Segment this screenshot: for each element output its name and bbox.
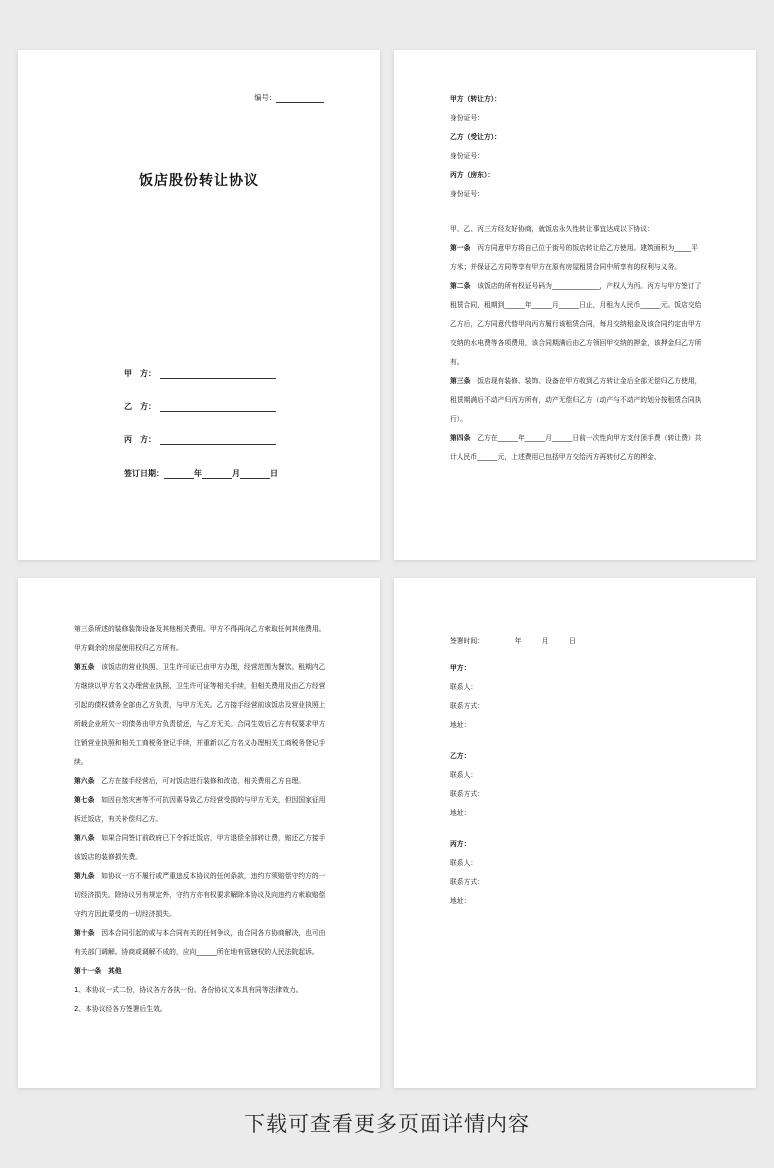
paragraph-text: 身份证号： (450, 190, 484, 198)
paragraph (450, 220, 702, 239)
paragraph (450, 277, 702, 372)
paragraph-text: 因本合同引起的或与本合同有关的任何争议，由合同各方协商解决，也可由有关部门调解。协商或调解不成的，应向______所在地有管辖权的人民法院起诉。 (74, 929, 326, 956)
paragraph (450, 239, 702, 277)
paragraph-text: 丙方（房东）： (450, 171, 495, 179)
article-heading: 第八条 (74, 834, 95, 842)
day-label: 日 (270, 469, 278, 478)
party-c-blank (160, 436, 276, 445)
contact-person-label: 联系人： (450, 771, 478, 779)
paragraph-text: 2、本协议经各方签署后生效。 (74, 1005, 167, 1013)
address-label: 地址： (450, 721, 471, 729)
paragraph-text: 乙方（受让方）： (450, 133, 501, 141)
address-label: 地址： (450, 809, 471, 817)
article-heading: 第六条 (74, 777, 95, 785)
contact-method-label: 联系方式： (450, 790, 484, 798)
page-2-body (450, 90, 702, 467)
paragraph-text: 如协议一方不履行或严重违反本协议的任何条款，违约方须赔偿守约方的一切经济损失。除协议另有规定外，守约方亦有权要求解除本协议及向违约方索取赔偿守约方因此蒙受的一切经济损失。 (74, 872, 326, 918)
paragraph-text: 如因自然灾害等不可抗因素导致乙方经营受损的与甲方无关，但因国家征用拆迁饭店，有关补偿归乙方。 (74, 796, 326, 823)
contact-person-label: 联系人： (450, 683, 478, 691)
party-c-field (124, 434, 276, 445)
article-heading: 第九条 (74, 872, 95, 880)
serial-number-blank (276, 94, 324, 103)
day-blank (240, 470, 270, 479)
article-heading: 第一条 (450, 244, 471, 252)
sign-date-field (124, 468, 278, 479)
paragraph (74, 981, 326, 1000)
article-heading: 第二条 (450, 282, 471, 290)
document-page-1 (18, 50, 380, 560)
contact-person-label: 联系人： (450, 859, 478, 867)
paragraph-text: 身份证号： (450, 114, 484, 122)
paragraph (450, 90, 702, 109)
contact-method-label: 联系方式： (450, 878, 484, 886)
paragraph (450, 128, 702, 147)
party-a-field (124, 368, 276, 379)
month-label: 月 (232, 469, 240, 478)
paragraph-text: 甲方（转让方）： (450, 95, 501, 103)
page-4-body (450, 632, 702, 923)
paragraph-text: 如果合同签订前政府已下令拆迁饭店，甲方退偿全部转让费，赔还乙方接手该饭店的装修损失费。 (74, 834, 326, 861)
page-3-body (74, 620, 326, 1019)
article-heading: 第四条 (450, 434, 471, 442)
paragraph-text: 甲、乙、丙三方经友好协商，就饭店永久性转让事宜达成以下协议： (450, 225, 654, 233)
party-b-field (124, 401, 276, 412)
party-signature-block (450, 747, 702, 823)
document-title: 饭店股份转让协议 (139, 173, 259, 189)
paragraph-text: 第三条所述的装修装饰设备及其他相关费用。甲方不得再向乙方索取任何其他费用。甲方剩余的房屋使用权归乙方所有。 (74, 625, 326, 652)
paragraph (74, 829, 326, 867)
paragraph (450, 372, 702, 429)
party-a-label: 甲 方： (124, 369, 156, 378)
paragraph (74, 791, 326, 829)
paragraph (74, 962, 326, 981)
paragraph (74, 658, 326, 772)
paragraph (450, 147, 702, 166)
paragraph (74, 867, 326, 924)
paragraph-text: 该饭店的所有权证号码为______________，产权人为丙。丙方与甲方签订了租赁合同，租期到______年______月______日止，月租为人民币______元。饭店交给乙方后，乙方同意代替甲向丙方履行该租赁合同，每月交纳租金及该合同约定由甲方交纳的水电费等各项费用，该合同期满后由乙方领回甲交纳的押金，该押金归乙方所有。 (450, 282, 702, 366)
party-name: 乙方： (450, 752, 471, 760)
paragraph (74, 772, 326, 791)
paragraph-text: 该饭店的营业执照、卫生许可证已由甲方办理，经营范围为餐饮。租期内乙方继续以甲方名义办理营业执照、卫生许可证等相关手续，但相关费用及由乙方经营引起的债权债务全部由乙方负责，与甲方无关。乙方接手经营前该饭店及营业执照上所载企业所欠一切债务由甲方负责偿还，与乙方无关。合同生效后乙方有权要求甲方注销营业执照和相关工商税务登记手续，并重新以乙方名义办理相关工商税务登记手续。 (74, 663, 326, 766)
party-name: 丙方： (450, 840, 471, 848)
paragraph-text: 乙方在______年______月______日前一次性向甲方支付顶手费（转让费）共计人民币______元，上述费用已包括甲方交给丙方再转付乙方的押金、 (450, 434, 702, 461)
signature-blocks (450, 659, 702, 911)
paragraph (450, 185, 702, 204)
paragraph (74, 620, 326, 658)
paragraph-text: 乙方在接手经营后，可对饭店进行装修和改造，相关费用乙方自理。 (101, 777, 306, 785)
article-heading: 第七条 (74, 796, 95, 804)
sign-date-label: 签订日期： (124, 469, 164, 478)
footer-caption: 下载可查看更多页面详情内容 (244, 1112, 530, 1136)
document-page-4 (394, 578, 756, 1088)
document-page-3 (18, 578, 380, 1088)
party-name: 甲方： (450, 664, 471, 672)
paragraph-text: 1、本协议一式二份，协议各方各执一份。各份协议文本具有同等法律效力。 (74, 986, 303, 994)
paragraph-text: 身份证号： (450, 152, 484, 160)
paragraph (450, 166, 702, 185)
article-heading: 第十一条 其他 (74, 967, 122, 975)
spacer (450, 204, 702, 220)
document-page-2 (394, 50, 756, 560)
serial-number-label: 编号： (254, 93, 276, 102)
party-signature-block (450, 835, 702, 911)
party-b-label: 乙 方： (124, 402, 156, 411)
year-label: 年 (194, 469, 202, 478)
party-a-blank (160, 370, 276, 379)
sign-time: 签署时间： 年 月 日 (450, 637, 576, 645)
paragraph-text: 饭店现有装修、装饰、设备在甲方收到乙方转让金后全部无偿归乙方使用，租赁期满后不动产归丙方所有，动产无偿归乙方（动产与不动产的划分按租赁合同执行）。 (450, 377, 702, 423)
year-blank (164, 470, 194, 479)
party-c-label: 丙 方： (124, 435, 156, 444)
month-blank (202, 470, 232, 479)
article-heading: 第十条 (74, 929, 95, 937)
party-signature-block (450, 659, 702, 735)
article-heading: 第三条 (450, 377, 471, 385)
paragraph (74, 1000, 326, 1019)
paragraph-text: 丙方同意甲方将自己位于街号的饭店转让给乙方使用。建筑面积为_____平方米；并保证乙方同等享有甲方在原有房屋租赁合同中所享有的权利与义务。 (450, 244, 699, 271)
paragraph (450, 429, 702, 467)
article-heading: 第五条 (74, 663, 95, 671)
party-b-blank (160, 403, 276, 412)
serial-number-field (254, 93, 324, 103)
contact-method-label: 联系方式： (450, 702, 484, 710)
paragraph (74, 924, 326, 962)
address-label: 地址： (450, 897, 471, 905)
paragraph (450, 109, 702, 128)
